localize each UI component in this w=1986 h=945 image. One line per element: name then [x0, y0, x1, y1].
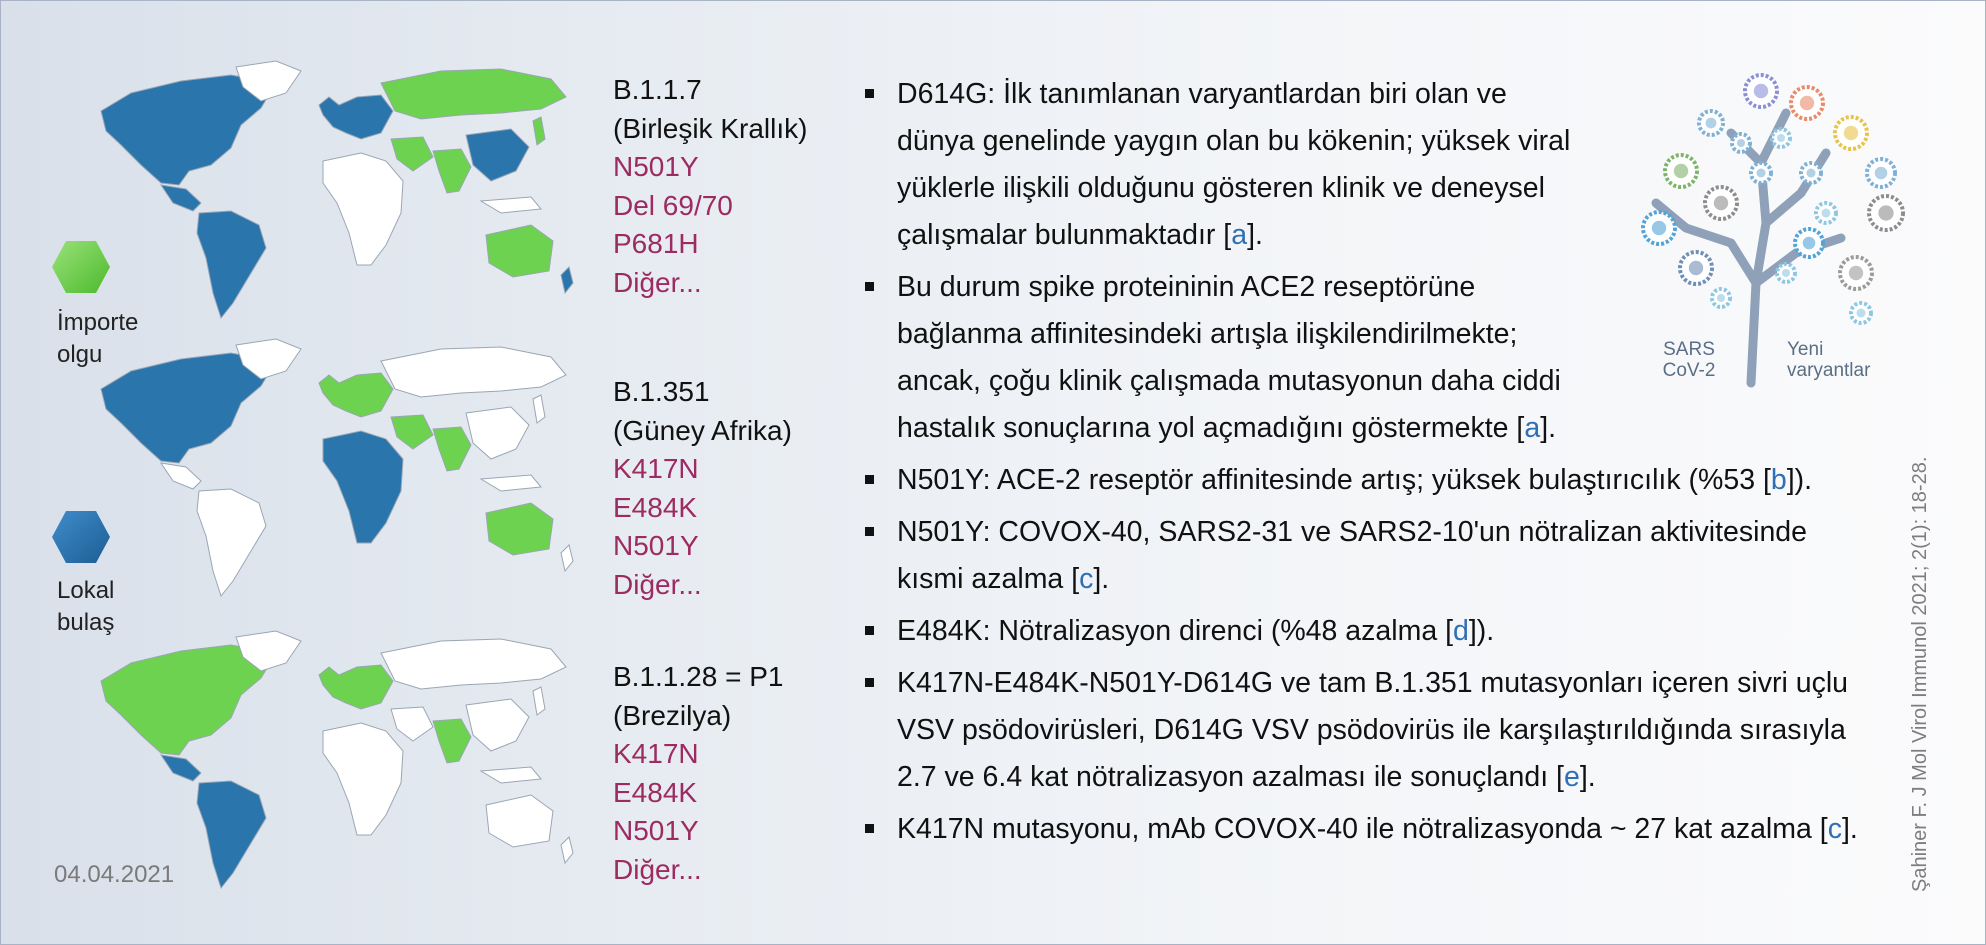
map-region-sa	[197, 489, 266, 596]
variant-p1	[613, 658, 783, 890]
virus-core-icon	[1652, 221, 1666, 235]
bullet-text: N501Y: COVOX-40, SARS2-31 ve SARS2-10'un nötralizan aktivitesinde	[897, 516, 1807, 548]
map-region-indo	[481, 197, 541, 213]
map-region-ind	[433, 427, 471, 471]
local-label-line2: bulaş	[57, 609, 115, 636]
tree-right-label-line2: varyantlar	[1787, 360, 1871, 381]
bullet-text: yüklerle ilişkili olduğunu gösteren klinik ve deneysel	[897, 172, 1545, 204]
bullet-item	[859, 806, 1919, 853]
reference-link[interactable]: e	[1563, 761, 1580, 793]
map-region-indo	[481, 475, 541, 491]
map-region-sa	[197, 211, 266, 318]
map-region-af	[323, 431, 403, 543]
tree-left-label-line2: CoV-2	[1662, 360, 1716, 381]
map-region-ca	[161, 185, 201, 211]
bullet-text: VSV psödovirüsleri, D614G VSV psödovirüs ile karşılaştırıldığında sırasıyla	[897, 714, 1846, 746]
variant-b1351	[613, 373, 792, 605]
mutation-item: Del 69/70	[613, 189, 733, 221]
bullet-text: ].	[1841, 813, 1858, 845]
map-region-indo	[481, 767, 541, 783]
bullet-item	[859, 509, 1919, 603]
date-label: 04.04.2021	[54, 861, 175, 888]
virus-core-icon	[1674, 164, 1688, 178]
map-region-ru	[381, 69, 566, 119]
virus-core-icon	[1857, 309, 1866, 318]
bullet-item	[859, 457, 1919, 504]
virus-core-icon	[1844, 126, 1858, 140]
tree-left-label-line1: SARS	[1663, 339, 1715, 360]
map-region-sea	[466, 129, 529, 181]
virus-core-icon	[1706, 118, 1717, 129]
bullet-text: K417N mutasyonu, mAb COVOX-40 ile nötralizasyonda ~ 27 kat azalma [	[897, 813, 1828, 845]
mutation-item: E484K	[613, 491, 698, 523]
bullet-text: bağlanma affinitesindeki artışla ilişkilendirilmekte;	[897, 318, 1518, 350]
virus-tree-icon	[1611, 63, 1921, 393]
map-region-sa	[197, 781, 266, 888]
imported-label-line1: İmporte	[57, 309, 139, 336]
mutation-item: E484K	[613, 776, 698, 808]
map-region-ru	[381, 347, 566, 397]
map-region-au	[486, 795, 553, 847]
variant-name: B.1.1.7	[613, 74, 702, 105]
reference-link[interactable]: b	[1770, 464, 1787, 496]
virus-core-icon	[1822, 209, 1831, 218]
virus-core-icon	[1777, 134, 1785, 142]
virus-core-icon	[1757, 169, 1766, 178]
map-region-af	[323, 723, 403, 835]
virus-core-icon	[1782, 269, 1790, 277]
tree-right-label-line1: Yeni	[1787, 339, 1824, 360]
local-legend-label	[57, 575, 114, 639]
map-region-ukeu	[319, 665, 393, 709]
map-region-me	[391, 137, 433, 171]
reference-link[interactable]: a	[1524, 412, 1541, 444]
bullet-text: ].	[1247, 219, 1263, 251]
bullet-text: ]).	[1468, 615, 1495, 647]
bullet-text: Bu durum spike proteininin ACE2 reseptörüne	[897, 271, 1476, 303]
imported-legend-hex-icon	[51, 239, 111, 295]
imported-legend-label	[57, 307, 138, 371]
map-region-af	[323, 153, 403, 265]
bullet-text: E484K: Nötralizasyon direnci (%48 azalma [	[897, 615, 1454, 647]
bullet-text: K417N-E484K-N501Y-D614G ve tam B.1.351 mutasyonları içeren sivri uçlu	[897, 667, 1849, 699]
virus-core-icon	[1754, 84, 1768, 98]
bullet-text: D614G: İlk tanımlanan varyantlardan biri olan ve	[897, 78, 1507, 110]
bullet-text: kısmi azalma [	[897, 563, 1080, 595]
variant-b117	[613, 71, 807, 303]
map-region-ukeu	[319, 95, 393, 139]
local-label-line1: Lokal	[57, 577, 115, 604]
variant-origin: (Birleşik Krallık)	[613, 112, 808, 144]
map-region-nz	[561, 837, 573, 863]
virus-core-icon	[1717, 294, 1725, 302]
mutation-item: Diğer...	[613, 853, 702, 885]
bullet-text: ].	[1093, 563, 1110, 595]
bullet-text: ]).	[1786, 464, 1813, 496]
bullet-text: hastalık sonuçlarına yol açmadığını göstermekte [	[897, 412, 1525, 444]
bullet-text: dünya genelinde yaygın olan bu kökenin; yüksek viral	[897, 125, 1571, 157]
variant-origin: (Güney Afrika)	[613, 414, 792, 446]
world-map-b117	[61, 53, 581, 323]
virus-core-icon	[1714, 196, 1728, 210]
bullet-item	[859, 660, 1919, 801]
map-region-jp	[533, 687, 545, 715]
map-region-au	[486, 225, 553, 277]
map-region-ukeu	[319, 373, 393, 417]
reference-link[interactable]: a	[1231, 219, 1248, 251]
variant-name: B.1.351	[613, 376, 710, 407]
map-region-ru	[381, 639, 566, 689]
bullet-text: çalışmalar bulunmaktadır [	[897, 219, 1232, 251]
mutation-item: K417N	[613, 453, 699, 485]
bullet-text: ].	[1540, 412, 1557, 444]
virus-core-icon	[1737, 139, 1745, 147]
map-region-me	[391, 707, 433, 741]
map-region-ca	[161, 755, 201, 781]
world-map-p1	[61, 623, 581, 893]
bullet-text: 2.7 ve 6.4 kat nötralizasyon azalması ile sonuçlandı [	[897, 761, 1564, 793]
map-region-jp	[533, 117, 545, 145]
world-map-b1351	[61, 331, 581, 601]
virus-core-icon	[1689, 261, 1703, 275]
virus-core-icon	[1875, 167, 1888, 180]
variant-origin: (Brezilya)	[613, 699, 732, 731]
map-region-sea	[466, 407, 529, 459]
citation: Şahiner F. J Mol Virol Immunol 2021; 2(1): 18-28.	[1909, 456, 1931, 892]
mutation-item: Diğer...	[613, 266, 702, 298]
bullet-text: ancak, çoğu klinik çalışmada mutasyonun daha ciddi	[897, 365, 1561, 397]
tree-virions	[1643, 75, 1903, 323]
virus-core-icon	[1849, 266, 1863, 280]
map-region-sea	[466, 699, 529, 751]
variant-name: B.1.1.28 = P1	[613, 661, 784, 692]
mutation-item: K417N	[613, 738, 699, 770]
mutation-item: N501Y	[613, 815, 699, 847]
reference-link[interactable]: c	[1827, 813, 1842, 845]
mutation-item: P681H	[613, 228, 699, 260]
mutation-item: N501Y	[613, 151, 699, 183]
virus-core-icon	[1800, 96, 1814, 110]
virus-core-icon	[1807, 169, 1816, 178]
reference-link[interactable]: d	[1453, 615, 1469, 647]
virus-core-icon	[1878, 205, 1893, 220]
mutation-item: N501Y	[613, 530, 699, 562]
map-region-ind	[433, 719, 471, 763]
map-region-ind	[433, 149, 471, 193]
map-region-nz	[561, 545, 573, 571]
map-region-au	[486, 503, 553, 555]
bullet-text: N501Y: ACE-2 reseptör affinitesinde artış; yüksek bulaştırıcılık (%53 [	[897, 464, 1771, 496]
map-region-jp	[533, 395, 545, 423]
reference-link[interactable]: c	[1079, 563, 1094, 595]
mutation-item: Diğer...	[613, 568, 702, 600]
map-region-me	[391, 415, 433, 449]
map-region-ca	[161, 463, 201, 489]
virus-core-icon	[1803, 237, 1816, 250]
bullet-item	[859, 608, 1919, 655]
imported-label-line2: olgu	[57, 341, 103, 368]
local-legend-hex-icon	[51, 509, 111, 565]
bullet-text: ].	[1579, 761, 1596, 793]
map-region-nz	[561, 267, 573, 293]
